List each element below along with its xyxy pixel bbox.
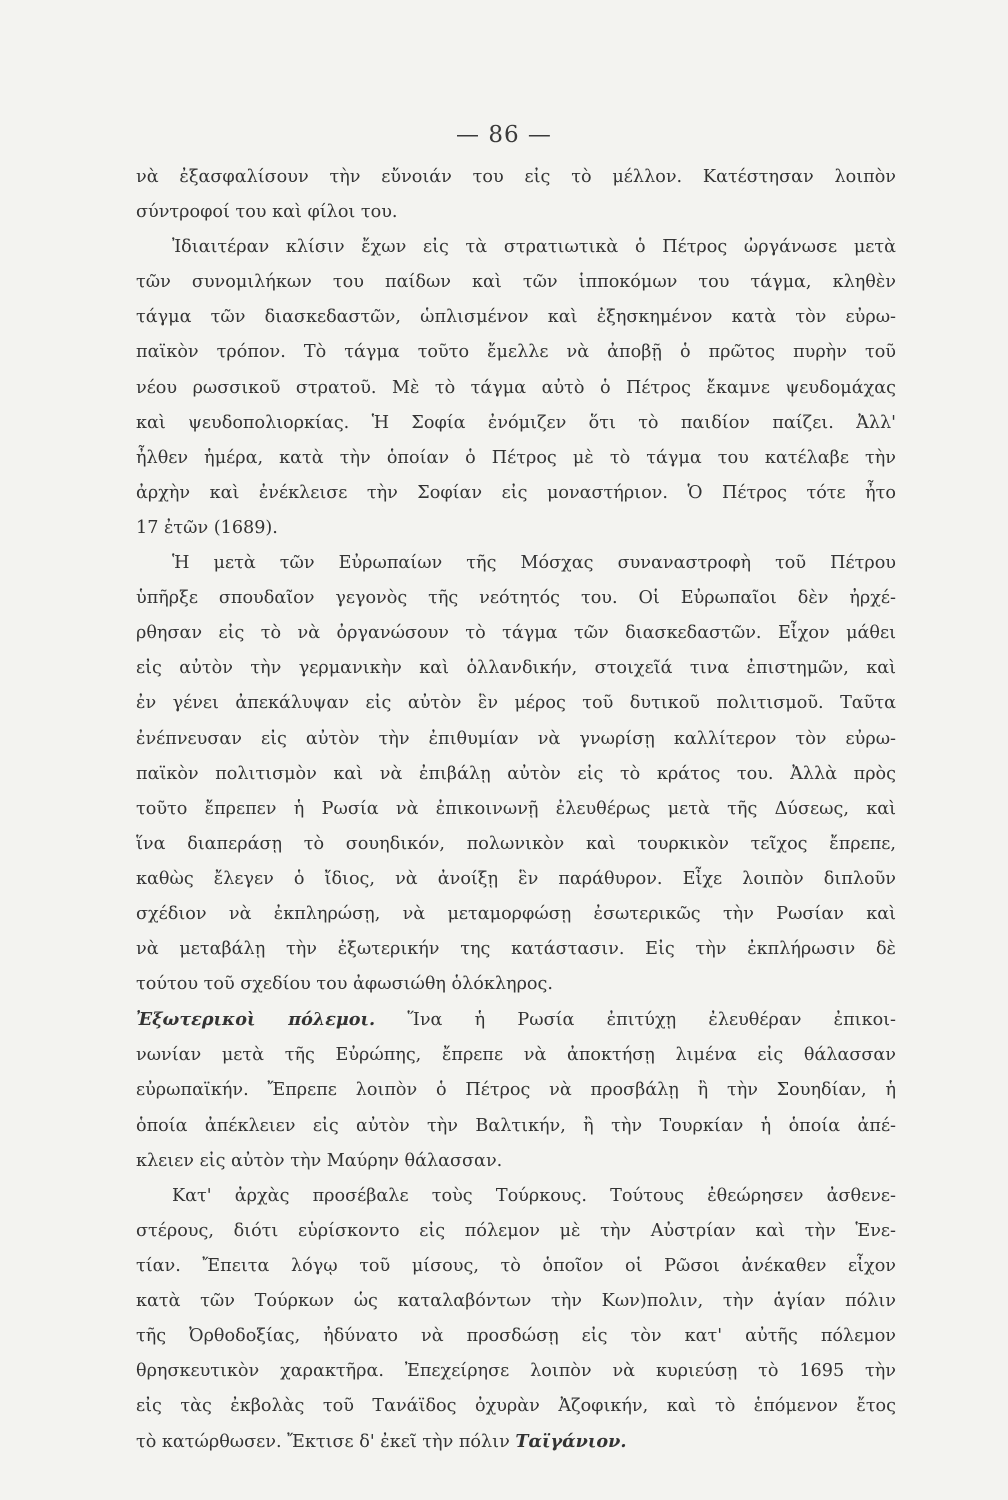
text-line: ὑπῆρξε σπουδαῖον γεγονὸς τῆς νεότητός του. Οἱ Εὐρωπαῖοι δὲν ἠρχέ- (136, 588, 896, 609)
text-line: νωνίαν μετὰ τῆς Εὐρώπης, ἔπρεπε νὰ ἀποκτήσῃ λιμένα εἰς θάλασσαν (136, 1045, 896, 1066)
page-number: — 86 — (456, 122, 552, 148)
body-text (136, 160, 896, 1460)
text-line: εὐρωπαϊκήν. Ἔπρεπε λοιπὸν ὁ Πέτρος νὰ προσβάλῃ ἢ τὴν Σουηδίαν, ἡ (136, 1080, 896, 1101)
text-line: Κατ' ἀρχὰς προσέβαλε τοὺς Τούρκους. Τούτους ἐθεώρησεν ἀσθενε- (172, 1185, 896, 1206)
text-line: κατὰ τῶν Τούρκων ὡς καταλαβόντων τὴν Κων)πολιν, τὴν ἁγίαν πόλιν (136, 1291, 896, 1311)
text-line: Ἰδιαιτέραν κλίσιν ἔχων εἰς τὰ στρατιωτικὰ ὁ Πέτρος ὠργάνωσε μετὰ (172, 237, 896, 258)
final-line (136, 1424, 896, 1460)
text-line: τὸ κατώρθωσεν. Ἔκτισε δ' ἐκεῖ τὴν πόλιν (136, 1432, 510, 1453)
text-line: νέου ρωσσικοῦ στρατοῦ. Μὲ τὸ τάγμα αὐτὸ ὁ Πέτρος ἔκαμνε ψευδομάχας (136, 377, 896, 398)
text-line: νὰ μεταβάλῃ τὴν ἐξωτερικήν της κατάστασιν. Εἰς τὴν ἐκπλήρωσιν δὲ (136, 939, 896, 960)
text-line: εἰς αὐτὸν τὴν γερμανικὴν καὶ ὁλλανδικήν, στοιχεῖά τινα ἐπιστημῶν, καὶ (136, 658, 896, 679)
text-line: ἐν γένει ἀπεκάλυψαν εἰς αὐτὸν ἓν μέρος τοῦ δυτικοῦ πολιτισμοῦ. Ταῦτα (136, 693, 896, 714)
text-line: παϊκὸν πολιτισμὸν καὶ νὰ ἐπιβάλῃ αὐτὸν εἰς τὸ κράτος του. Ἀλλὰ πρὸς (136, 763, 896, 784)
text-line: στέρους, διότι εὑρίσκοντο εἰς πόλεμον μὲ τὴν Αὐστρίαν καὶ τὴν Ἑνε- (136, 1220, 896, 1241)
text-line: νὰ ἐξασφαλίσουν τὴν εὔνοιάν του εἰς τὸ μέλλον. Κατέστησαν λοιπὸν (136, 167, 896, 187)
text-line: ἐνέπνευσαν εἰς αὐτὸν τὴν ἐπιθυμίαν νὰ γνωρίσῃ καλλίτερον τὸν εὐρω- (136, 728, 896, 749)
text-line: ὁποία ἀπέκλειεν εἰς αὐτὸν τὴν Βαλτικήν, ἢ τὴν Τουρκίαν ἡ ὁποία ἀπέ- (136, 1115, 896, 1136)
text-line: τοῦτο ἔπρεπεν ἡ Ρωσία νὰ ἐπικοινωνῇ ἐλευθέρως μετὰ τῆς Δύσεως, καὶ (136, 798, 896, 819)
text-line-rest: Ἵνα ἡ Ρωσία ἐπιτύχῃ ἐλευθέραν ἐπικοι- (407, 1010, 896, 1031)
text-line: θρησκευτικὸν χαρακτῆρα. Ἐπεχείρησε λοιπὸν νὰ κυριεύσῃ τὸ 1695 τὴν (136, 1361, 896, 1382)
text-line: σύντροφοί του καὶ φίλοι του. (136, 202, 398, 223)
text-line: εἰς τὰς ἐκβολὰς τοῦ Τανάϊδος ὀχυρὰν Ἀζοφικήν, καὶ τὸ ἑπόμενον ἔτος (136, 1396, 896, 1417)
text-line: ἀρχὴν καὶ ἐνέκλεισε τὴν Σοφίαν εἰς μοναστήριον. Ὁ Πέτρος τότε ἦτο (136, 482, 896, 503)
section-heading: Ἐξωτερικοὶ πόλεμοι. (136, 1009, 376, 1031)
text-line: ἵνα διαπεράσῃ τὸ σουηδικόν, πολωνικὸν καὶ τουρκικὸν τεῖχος ἔπρεπε, (136, 833, 896, 854)
text-line: τάγμα τῶν διασκεδαστῶν, ὡπλισμένον καὶ ἐξησκημένον κατὰ τὸν εὐρω- (136, 307, 896, 328)
emphasized-word: Ταϊγάνιον. (515, 1431, 627, 1453)
text-line: τῶν συνομιλήκων του παίδων καὶ τῶν ἱπποκόμων του τάγμα, κληθὲν (136, 272, 896, 293)
text-line: παϊκὸν τρόπον. Τὸ τάγμα τοῦτο ἔμελλε νὰ ἀποβῇ ὁ πρῶτος πυρὴν τοῦ (136, 342, 896, 363)
text-line: Ἡ μετὰ τῶν Εὐρωπαίων τῆς Μόσχας συναναστροφὴ τοῦ Πέτρου (172, 553, 896, 574)
text-line: τίαν. Ἔπειτα λόγῳ τοῦ μίσους, τὸ ὁποῖον οἱ Ρῶσοι ἀνέκαθεν εἶχον (136, 1255, 896, 1276)
text-line: τούτου τοῦ σχεδίου του ἀφωσιώθη ὁλόκληρος. (136, 974, 553, 995)
text-line: καὶ ψευδοπολιορκίας. Ἡ Σοφία ἐνόμιζεν ὅτι τὸ παιδίον παίζει. Ἀλλ' (136, 412, 896, 433)
text-line: σχέδιον νὰ ἐκπληρώσῃ, νὰ μεταμορφώσῃ ἐσωτερικῶς τὴν Ρωσίαν καὶ (136, 903, 896, 924)
text-line: καθὼς ἔλεγεν ὁ ἴδιος, νὰ ἀνοίξῃ ἓν παράθυρον. Εἶχε λοιπὸν διπλοῦν (136, 868, 896, 889)
text-line: ἦλθεν ἡμέρα, κατὰ τὴν ὁποίαν ὁ Πέτρος μὲ τὸ τάγμα του κατέλαβε τὴν (136, 447, 896, 468)
text-line: τῆς Ὀρθοδοξίας, ἠδύνατο νὰ προσδώσῃ εἰς τὸν κατ' αὐτῆς πόλεμον (136, 1326, 896, 1347)
text-line: ρθησαν εἰς τὸ νὰ ὀργανώσουν τὸ τάγμα τῶν διασκεδαστῶν. Εἶχον μάθει (136, 623, 896, 644)
text-line: κλειεν εἰς αὐτὸν τὴν Μαύρην θάλασσαν. (136, 1150, 503, 1171)
text-line: 17 ἐτῶν (1689). (136, 517, 278, 538)
section-heading-line (136, 1002, 896, 1038)
